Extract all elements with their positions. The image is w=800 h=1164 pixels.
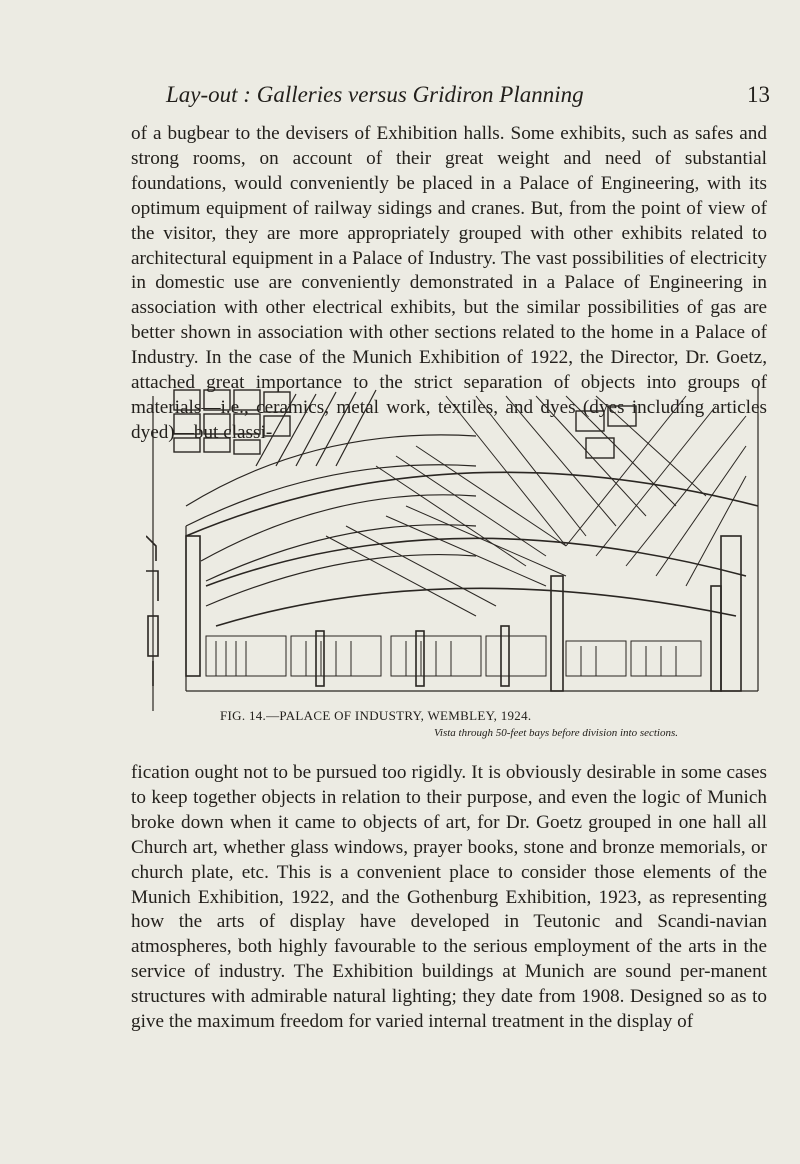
page-number: 13 — [747, 82, 770, 107]
figure-caption: FIG. 14.—PALACE OF INDUSTRY, WEMBLEY, 1924. — [220, 708, 532, 723]
palace-of-industry-drawing — [146, 386, 766, 711]
figure-illustration — [146, 386, 766, 711]
body-paragraph-1: of a bugbear to the devisers of Exhibition halls. Some exhibits, such as safes and strong rooms, on account of their great weight and need of substantial foundations, would conveniently be placed in a Palace of Engineering, with its optimum equipment of railway sidings and cranes. But, from the point of view of the visitor, they are more appropriately grouped with other exhibits related to architectural equipment in a Palace of Industry. The vast possibilities of electricity in domestic use are conveniently demonstrated in a Palace of Engineering in association with other electrical exhibits, but the similar possibilities of gas are better shown in association with other sections related to the home in a Palace of Industry. In the case of the Munich Exhibition of 1922, the Director, Dr. Goetz, attached great importance to the strict separation of objects into groups of materials—i.e., ceramics, metal work, textiles, and dyes (dyes including articles dyed)—but classi- — [131, 123, 767, 443]
body-paragraph-2: fication ought not to be pursued too rigidly. It is obviously desirable in some cases to keep together objects in relation to their purpose, and even the logic of Munich broke down when it came to objects of art, for Dr. Goetz grouped in one hall all Church art, whether glass windows, prayer books, stone and bronze memorials, or church plate, etc. This is a convenient place to consider those elements of the Munich Exhibition, 1922, and the Gothenburg Exhibition, 1923, as representing how the arts of display have developed in Teutonic and Scandi-navian atmospheres, both highly favourable to the serious employment of the arts in the service of industry. The Exhibition buildings at Munich are sound per-manent structures with admirable natural lighting; they date from 1908. Designed so as to give the maximum freedom for varied internal treatment in the display of — [131, 762, 767, 1033]
running-title: Lay-out : Galleries versus Gridiron Planning — [166, 82, 584, 107]
figure-subcaption: Vista through 50-feet bays before division into sections. — [434, 727, 679, 739]
running-header — [166, 82, 770, 108]
